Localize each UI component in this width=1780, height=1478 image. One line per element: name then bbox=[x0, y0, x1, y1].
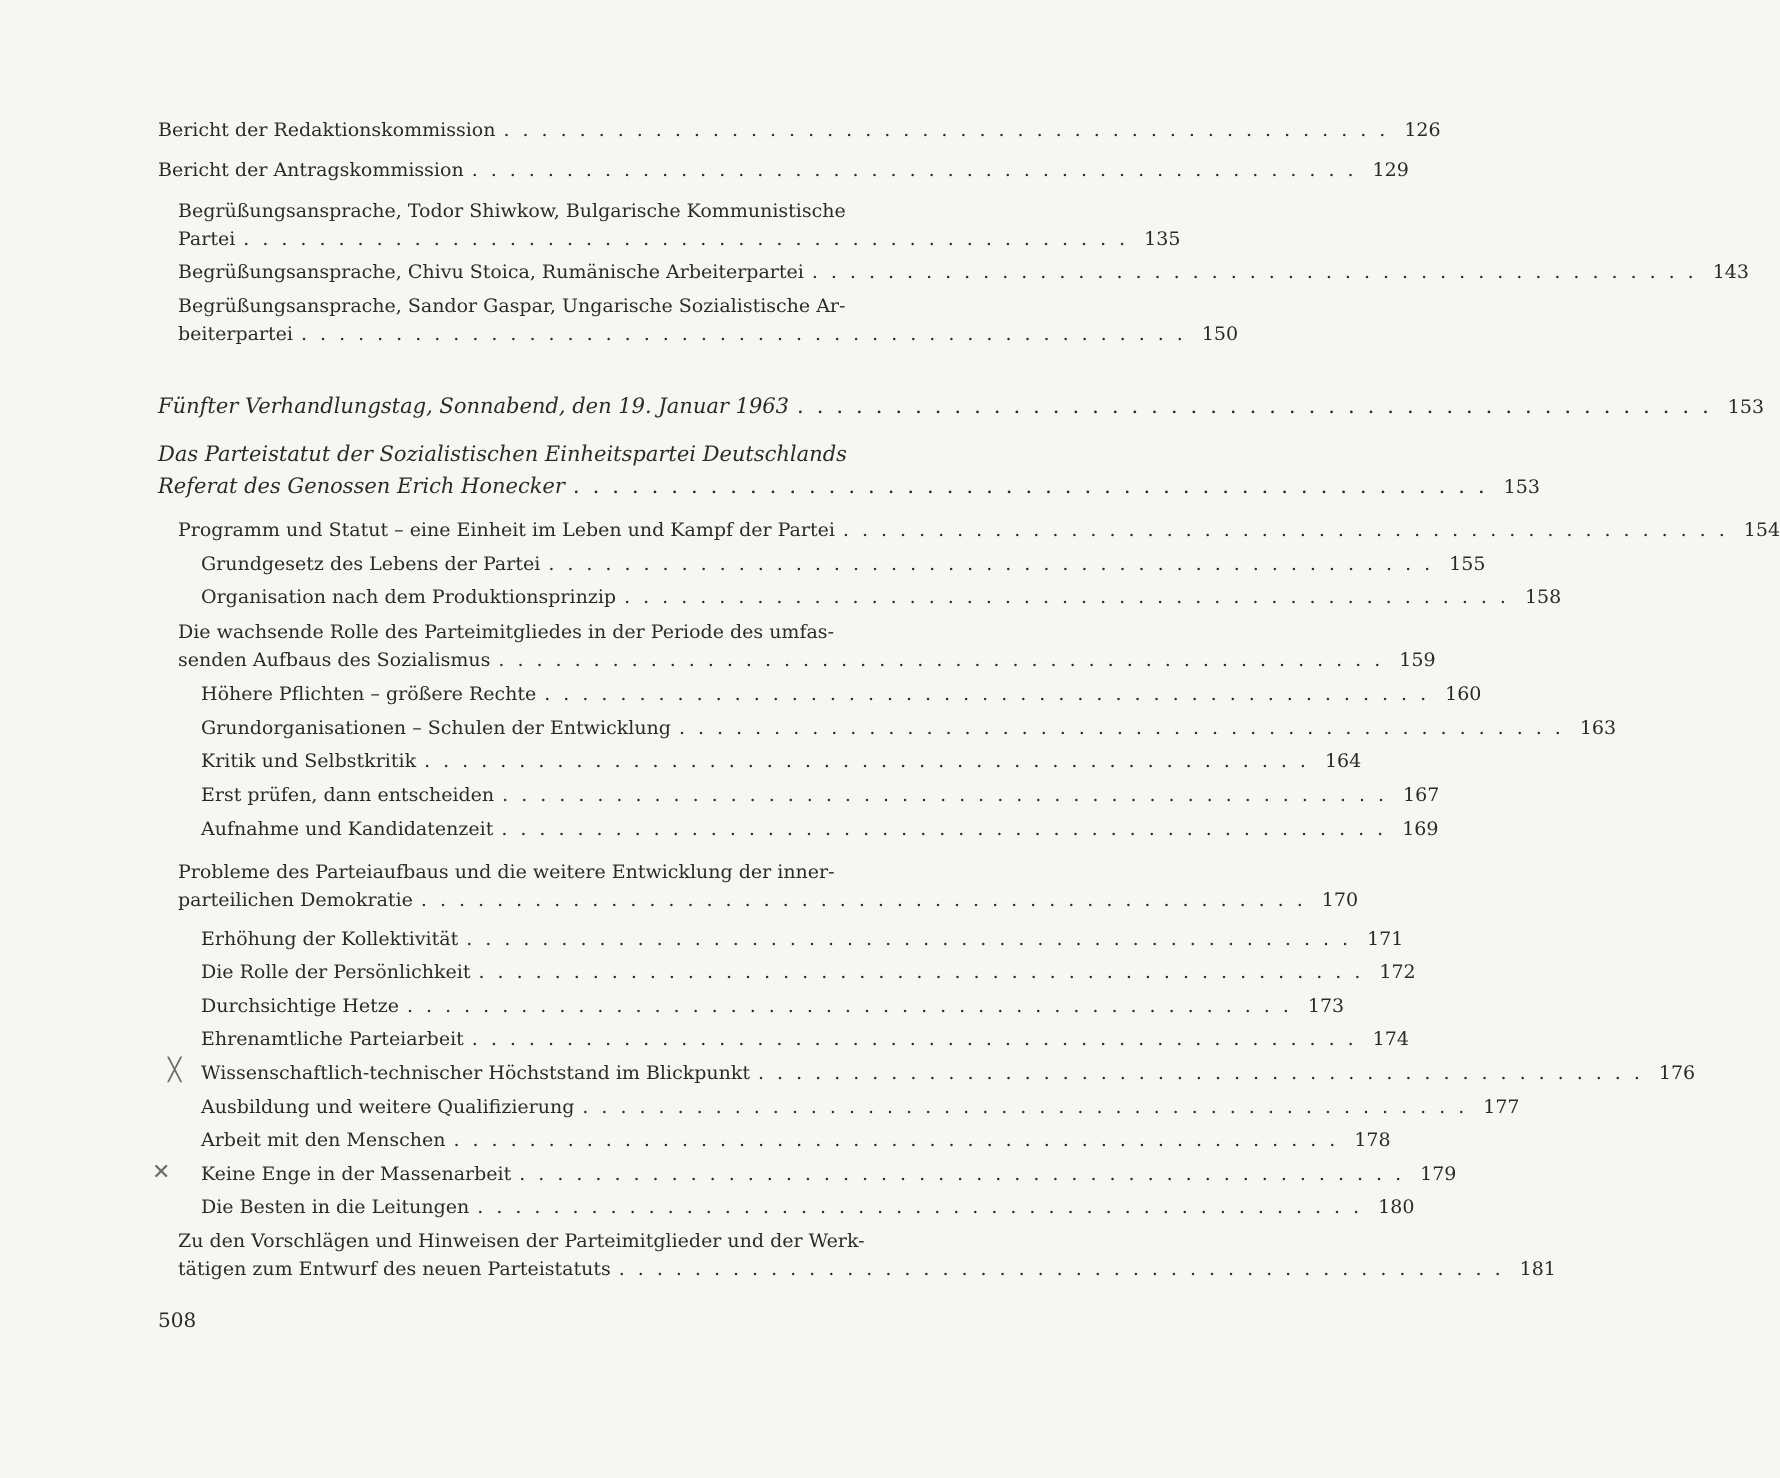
leader-dots: ............................................... bbox=[466, 928, 1362, 950]
leader-dots: ............................................... bbox=[519, 1163, 1415, 1185]
toc-entry-page: 163 bbox=[1579, 717, 1617, 739]
margin-cross-mark: ✕ bbox=[152, 1160, 171, 1185]
leader-dots: ............................................... bbox=[618, 1258, 1514, 1280]
leader-dots: ............................................... bbox=[797, 394, 1722, 418]
toc-entry-title: Höhere Pflichten – größere Rechte bbox=[201, 683, 537, 705]
toc-entry-page: 153 bbox=[1503, 476, 1540, 498]
toc-entry-page: 158 bbox=[1524, 586, 1562, 608]
leader-dots: ............................................... bbox=[582, 1096, 1478, 1118]
toc-entry-page: 170 bbox=[1321, 889, 1359, 911]
leader-dots: ............................................... bbox=[420, 889, 1316, 911]
toc-entry-title: Referat des Genossen Erich Honecker bbox=[158, 474, 565, 498]
toc-entry-title: Arbeit mit den Menschen bbox=[201, 1129, 446, 1151]
leader-dots: ............................................... bbox=[624, 586, 1519, 608]
toc-entry-page: 179 bbox=[1420, 1163, 1457, 1185]
toc-entry-page: 143 bbox=[1712, 261, 1749, 283]
leader-dots: ............................................... bbox=[453, 1129, 1349, 1151]
toc-entry-title: Erhöhung der Kollektivität bbox=[201, 928, 459, 950]
toc-entry-page: 154 bbox=[1743, 519, 1780, 541]
toc-entry bbox=[201, 550, 1486, 578]
toc-entry bbox=[178, 258, 1749, 286]
leader-dots: ............................................... bbox=[501, 818, 1397, 840]
leader-dots: ............................................... bbox=[548, 553, 1444, 575]
leader-dots: ............................................... bbox=[424, 750, 1319, 772]
toc-entry-page: 172 bbox=[1379, 961, 1416, 983]
toc-entry-page: 126 bbox=[1404, 119, 1441, 141]
toc-entry bbox=[201, 992, 1345, 1020]
margin-cross-mark: ╳ bbox=[168, 1058, 182, 1083]
leader-dots: ............................................... bbox=[478, 961, 1374, 983]
toc-entry-page: 180 bbox=[1378, 1196, 1415, 1218]
toc-entry bbox=[178, 197, 1181, 253]
toc-entry-title: Das Parteistatut der Sozialistischen Einheitspartei Deutschlands bbox=[158, 442, 847, 466]
toc-entry-title: Durchsichtige Hetze bbox=[201, 995, 399, 1017]
toc-entry-title: Begrüßungsansprache, Todor Shiwkow, Bulgarische Kommunistische bbox=[178, 200, 846, 222]
toc-entry-title: Grundorganisationen – Schulen der Entwicklung bbox=[201, 717, 671, 739]
toc-entry-page: 178 bbox=[1354, 1129, 1391, 1151]
toc-entry-title: Organisation nach dem Produktionsprinzip bbox=[201, 586, 617, 608]
toc-entry-title: Wissenschaftlich-technischer Höchststand im Blickpunkt bbox=[201, 1062, 751, 1084]
toc-entry bbox=[201, 1059, 1696, 1087]
leader-dots: ............................................... bbox=[811, 261, 1707, 283]
toc-entry-title: Grundgesetz des Lebens der Partei bbox=[201, 553, 541, 575]
toc-entry-title: Begrüßungsansprache, Chivu Stoica, Rumänische Arbeiterpartei bbox=[178, 261, 804, 283]
toc-entry-page: 164 bbox=[1324, 750, 1362, 772]
leader-dots: ............................................... bbox=[503, 119, 1399, 141]
toc-entry-page: 150 bbox=[1201, 323, 1239, 345]
toc-entry-title: Begrüßungsansprache, Sandor Gaspar, Ungarische Sozialistische Ar- bbox=[178, 295, 846, 317]
toc-entry bbox=[201, 714, 1617, 742]
toc-entry bbox=[201, 680, 1482, 708]
toc-entry-title: Zu den Vorschlägen und Hinweisen der Parteimitglieder und der Werk- bbox=[178, 1230, 865, 1252]
toc-section-heading bbox=[158, 440, 1540, 502]
toc-entry-title: senden Aufbaus des Sozialismus bbox=[178, 649, 491, 671]
toc-entry-title: Kritik und Selbstkritik bbox=[201, 750, 417, 772]
toc-entry-title: Partei bbox=[178, 228, 236, 250]
leader-dots: ............................................... bbox=[502, 784, 1398, 806]
leader-dots: ............................................... bbox=[300, 323, 1196, 345]
toc-entry-page: 155 bbox=[1449, 553, 1486, 575]
leader-dots: ............................................... bbox=[477, 1196, 1373, 1218]
toc-entry-title: parteilichen Demokratie bbox=[178, 889, 413, 911]
toc-entry-page: 169 bbox=[1402, 818, 1439, 840]
toc-entry bbox=[178, 292, 1239, 348]
toc-entry bbox=[201, 1126, 1391, 1154]
toc-entry-page: 173 bbox=[1307, 995, 1345, 1017]
leader-dots: ............................................... bbox=[498, 649, 1394, 671]
toc-entry bbox=[201, 925, 1404, 953]
toc-entry-title: Bericht der Antragskommission bbox=[158, 159, 464, 181]
toc-entry-page: 171 bbox=[1367, 928, 1404, 950]
toc-entry-title: Die Besten in die Leitungen bbox=[201, 1196, 470, 1218]
toc-entry-page: 159 bbox=[1399, 649, 1436, 671]
leader-dots: ............................................... bbox=[471, 159, 1367, 181]
toc-entry-title: Bericht der Redaktionskommission bbox=[158, 119, 496, 141]
page-number: 508 bbox=[158, 1308, 197, 1332]
toc-entry-page: 153 bbox=[1727, 396, 1765, 418]
toc-entry bbox=[201, 583, 1562, 611]
leader-dots: ............................................... bbox=[544, 683, 1440, 705]
toc-entry bbox=[201, 747, 1362, 775]
toc-entry bbox=[201, 958, 1416, 986]
toc-entry bbox=[201, 781, 1440, 809]
toc-entry-page: 174 bbox=[1372, 1028, 1409, 1050]
leader-dots: ............................................... bbox=[758, 1062, 1653, 1084]
toc-entry bbox=[178, 1227, 1556, 1283]
toc-entry-page: 177 bbox=[1483, 1096, 1520, 1118]
leader-dots: ............................................... bbox=[243, 228, 1139, 250]
toc-entry-page: 167 bbox=[1403, 784, 1440, 806]
toc-entry-page: 181 bbox=[1519, 1258, 1556, 1280]
toc-entry bbox=[178, 516, 1780, 544]
toc-entry-title: Ausbildung und weitere Qualifizierung bbox=[201, 1096, 575, 1118]
toc-entry bbox=[158, 116, 1441, 144]
leader-dots: ............................................... bbox=[471, 1028, 1367, 1050]
toc-entry-title: Die wachsende Rolle des Parteimitgliedes in der Periode des umfas- bbox=[178, 621, 834, 643]
toc-entry-title: tätigen zum Entwurf des neuen Parteistatuts bbox=[178, 1258, 611, 1280]
toc-entry-title: Fünfter Verhandlungstag, Sonnabend, den 19. Januar 1963 bbox=[158, 394, 790, 418]
toc-entry-page: 160 bbox=[1445, 683, 1482, 705]
toc-entry-title: Programm und Statut – eine Einheit im Leben und Kampf der Partei bbox=[178, 519, 835, 541]
leader-dots: ............................................... bbox=[678, 717, 1574, 739]
toc-entry bbox=[201, 1193, 1415, 1221]
toc-entry bbox=[178, 618, 1436, 674]
leader-dots: ............................................... bbox=[842, 519, 1738, 541]
toc-entry-title: Ehrenamtliche Parteiarbeit bbox=[201, 1028, 464, 1050]
toc-entry bbox=[201, 1025, 1409, 1053]
toc-entry bbox=[201, 815, 1439, 843]
toc-entry bbox=[201, 1160, 1457, 1188]
toc-section-heading bbox=[158, 392, 1765, 422]
leader-dots: ............................................... bbox=[572, 474, 1498, 498]
toc-entry-title: Probleme des Parteiaufbaus und die weitere Entwicklung der inner- bbox=[178, 861, 835, 883]
toc-entry-page: 176 bbox=[1658, 1062, 1696, 1084]
toc-entry-title: Keine Enge in der Massenarbeit bbox=[201, 1163, 512, 1185]
toc-entry bbox=[178, 858, 1359, 914]
toc-entry-page: 129 bbox=[1372, 159, 1409, 181]
toc-entry-title: Erst prüfen, dann entscheiden bbox=[201, 784, 495, 806]
toc-entry-page: 135 bbox=[1144, 228, 1181, 250]
leader-dots: ............................................... bbox=[407, 995, 1302, 1017]
toc-entry-title: beiterpartei bbox=[178, 323, 293, 345]
toc-entry-title: Aufnahme und Kandidatenzeit bbox=[201, 818, 494, 840]
toc-entry bbox=[158, 156, 1409, 184]
toc-entry bbox=[201, 1093, 1520, 1121]
toc-entry-title: Die Rolle der Persönlichkeit bbox=[201, 961, 471, 983]
